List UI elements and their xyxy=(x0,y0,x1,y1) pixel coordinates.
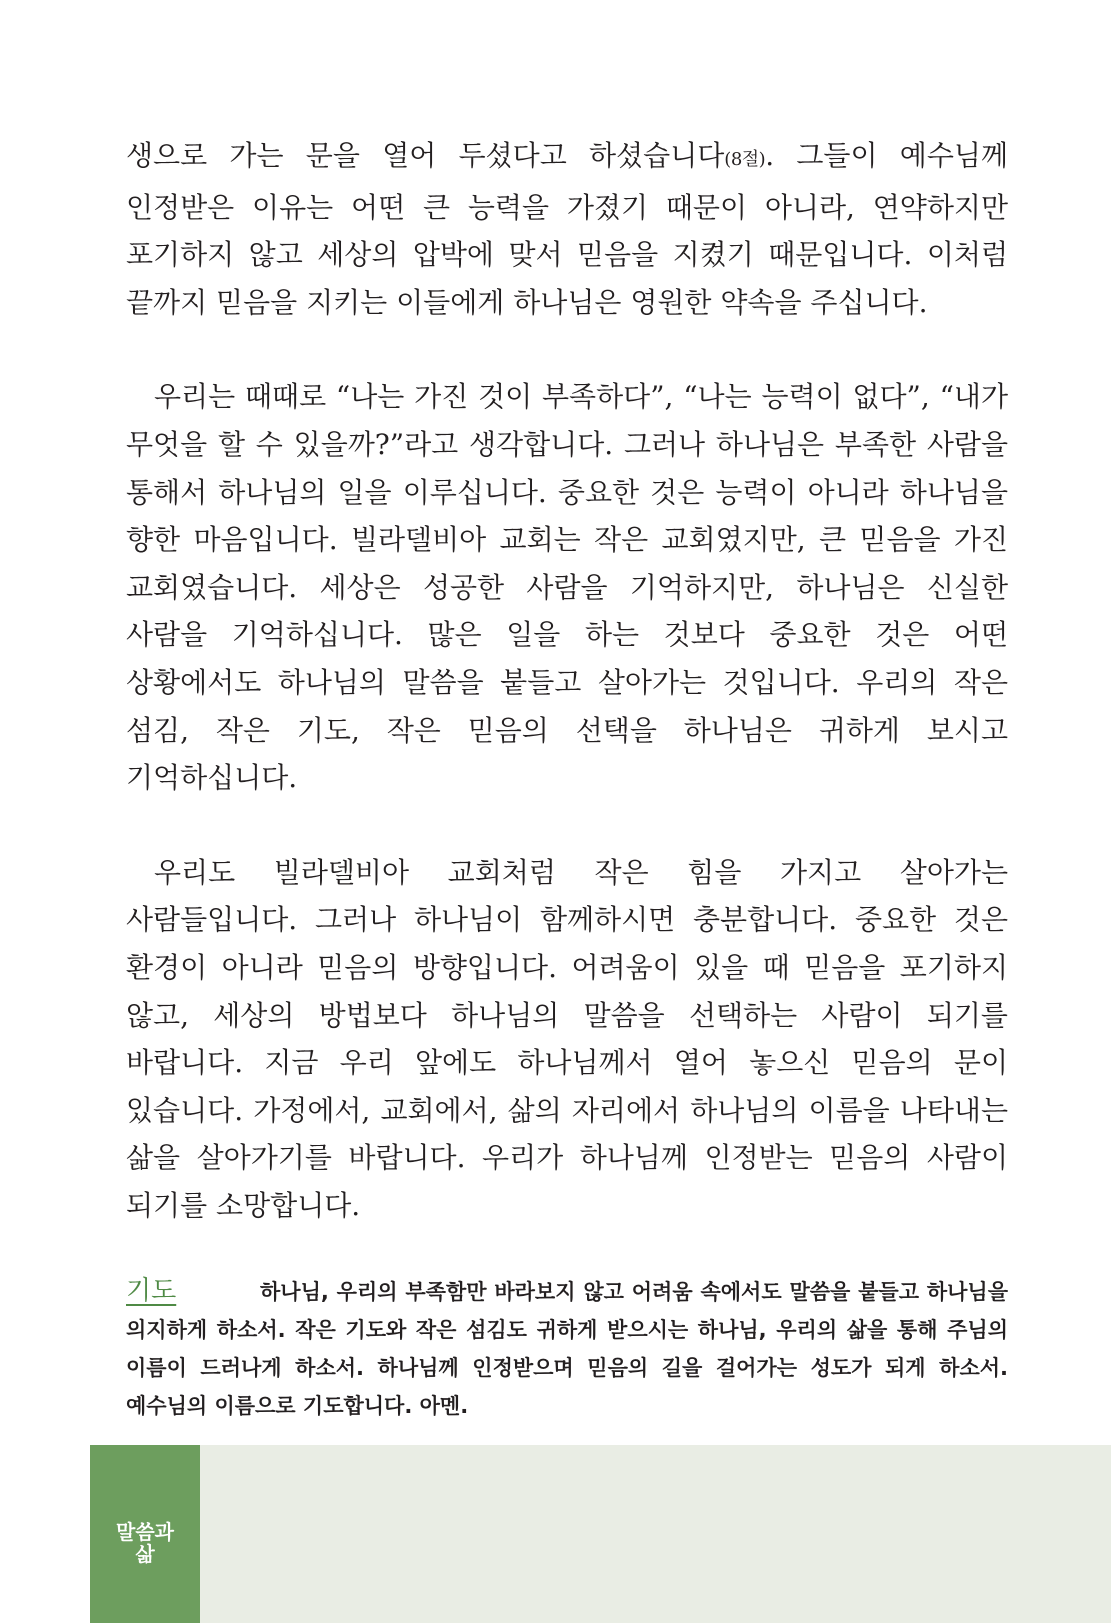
footer-band xyxy=(90,1445,1111,1623)
prayer-section xyxy=(126,1272,1008,1425)
main-text xyxy=(126,132,1008,1229)
paragraph-3: 우리도 빌라델비아 교회처럼 작은 힘을 가지고 살아가는 사람들입니다. 그러나 하나님이 함께하시면 충분합니다. 중요한 것은 환경이 아니라 믿음의 방향입니다. 어려움이 있을 때 믿음을 포기하지 않고, 세상의 방법보다 하나님의 말씀을 선택하는 사람이 되기를 바랍니다. 지금 우리 앞에도 하나님께서 열어 놓으신 믿음의 문이 있습니다. 가정에서, 교회에서, 삶의 자리에서 하나님의 이름을 나타내는 삶을 살아가기를 바랍니다. 우리가 하나님께 인정받는 믿음의 사람이 되기를 소망합니다. xyxy=(126,855,1008,1222)
paragraph-2: 우리는 때때로 “나는 가진 것이 부족하다”, “나는 능력이 없다”, “내가 무엇을 할 수 있을까?”라고 생각합니다. 그러나 하나님은 부족한 사람을 통해서 하나님의 일을 이루십니다. 중요한 것은 능력이 아니라 하나님을 향한 마음입니다. 빌라델비아 교회는 작은 교회였지만, 큰 믿음을 가진 교회였습니다. 세상은 성공한 사람을 기억하지만, 하나님은 신실한 사람을 기억하십니다. 많은 일을 하는 것보다 중요한 것은 어떤 상황에서도 하나님의 말씀을 붙들고 살아가는 것입니다. 우리의 작은 섬김, 작은 기도, 작은 믿음의 선택을 하나님은 귀하게 보시고 기억하십니다. xyxy=(126,380,1008,795)
prayer-label: 기도 xyxy=(126,1276,177,1306)
paragraph-1 xyxy=(126,132,1008,326)
footer-logo-box xyxy=(90,1445,200,1623)
logo-icon: 말씀과삶 xyxy=(116,1520,174,1566)
verse-reference: (8절) xyxy=(724,149,766,170)
prayer-text: 하나님, 우리의 부족함만 바라보지 않고 어려움 속에서도 말씀을 붙들고 하나님을 의지하게 하소서. 작은 기도와 작은 섬김도 귀하게 받으시는 하나님, 우리의 삶을 통해 주님의 이름이 드러나게 하소서. 하나님께 인정받으며 믿음의 길을 걸어가는 성도가 되게 하소서. 예수님의 이름으로 기도합니다. 아멘. xyxy=(126,1280,1008,1418)
paragraph-1-end: . 그들이 예수님께 인정받은 이유는 어떤 큰 능력을 가졌기 때문이 아니라, 연약하지만 포기하지 않고 세상의 압박에 맞서 믿음을 지켰기 때문입니다. 이처럼 끝까지 믿음을 지키는 이들에게 하나님은 영원한 약속을 주십니다. xyxy=(126,139,1008,319)
paragraph-1-start: 생으로 가는 문을 열어 두셨다고 하셨습니다 xyxy=(126,139,725,172)
